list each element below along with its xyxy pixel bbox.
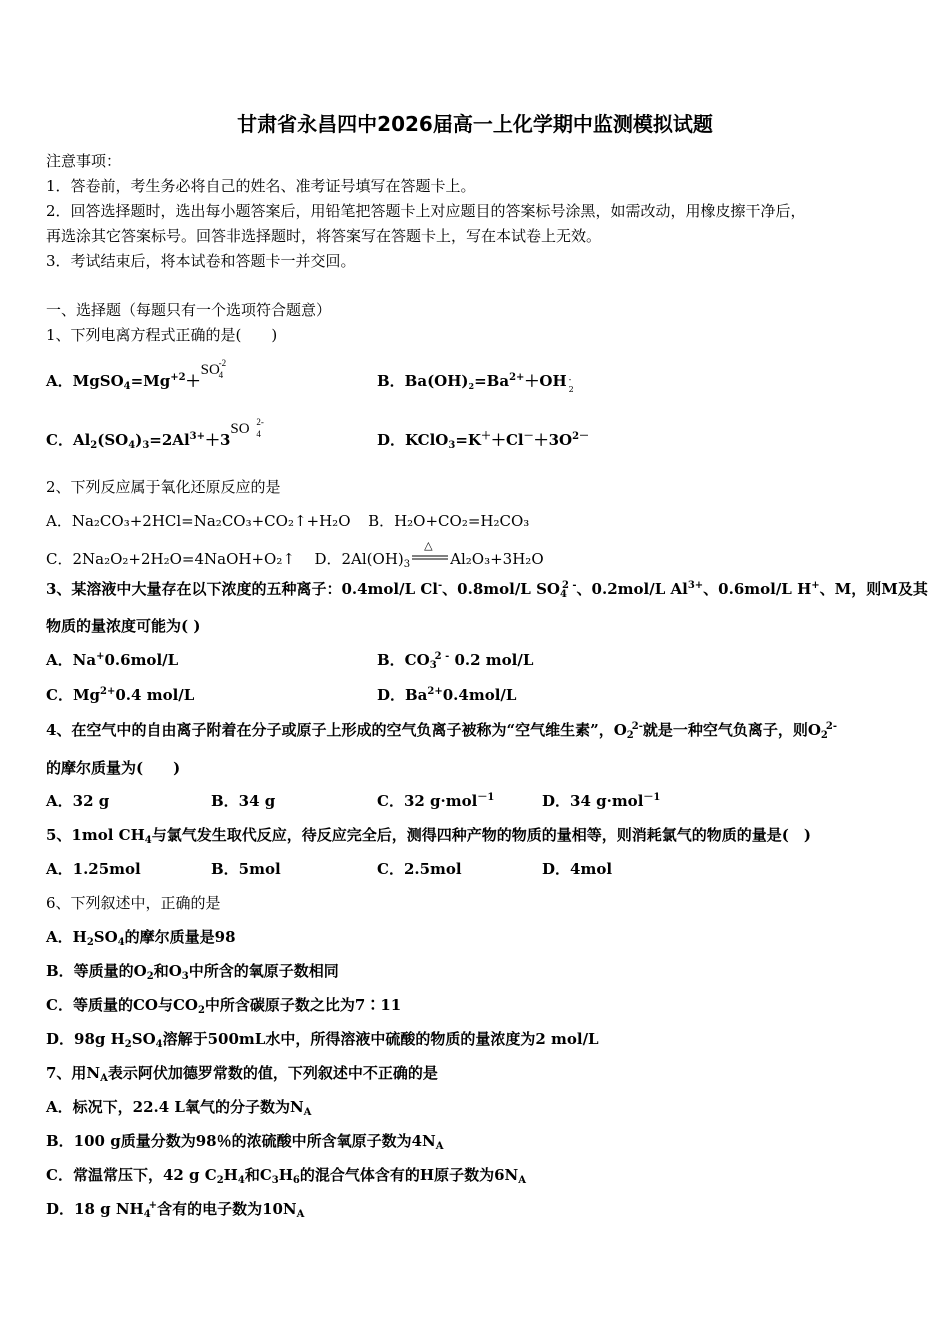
q3-b-text: B．CO [377,651,430,669]
q1-a-sulfate-ion [200,358,241,390]
q6-option-d [46,1030,599,1050]
q4-option-c [377,794,494,809]
q3-cl-charge: - [438,580,443,591]
q3-b-sub: 3 [429,660,437,671]
notice-item-3: 3．考试结束后，将本试卷和答题卡一并交回。 [46,252,356,270]
q7-c-h-2: H [278,1166,293,1184]
q5-ch4-sub: 4 [144,835,152,846]
q3-so4-sub: 4 [559,589,567,600]
q6-a-post: 的摩尔质量是98 [124,928,236,946]
q7-a-sub: A [303,1107,312,1118]
q1-d-cl-charge: － [523,431,534,442]
q1-c-sulfate-ion [230,417,270,449]
q3-stem-a: 3、某溶液中大量存在以下浓度的五种离子：0.4mol/L Cl [46,580,438,598]
q4-o2-sub-2: 2 [820,730,828,741]
q3-a-charge: + [96,651,105,662]
q1-b-sub: 2 [568,385,574,394]
q5-stem-b: 与氯气发生取代反应，待反应完全后，测得四种产物的物质的量相等，则消耗氯气的物质的量是( ) [151,826,811,844]
q6-c-sub2: 2 [197,1005,205,1016]
q2-options-cd [46,539,544,570]
q3-al-charge: 3+ [687,580,704,591]
q1-c-sub3: 3 [142,440,150,451]
section-heading: 一、选择题（每题只有一个选项符合题意） [46,301,332,319]
q3-option-b [377,651,534,671]
q4-c-text: C．32 g·mol [377,792,478,810]
q2-d-sub: 3 [403,559,411,570]
question-2-stem: 2、下列反应属于氧化还原反应的是 [46,478,281,496]
q1-c-plus: ＋3 [204,431,231,449]
q6-d-mid: SO [131,1030,156,1048]
q3-b-value: 0.2 mol/L [454,651,534,669]
q7-option-b [46,1132,444,1152]
q3-d-value: 0.4mol/L [442,686,517,704]
q4-option-d [542,794,660,809]
q1-a-text: A．MgSO [46,372,124,390]
q7-c-sub-a: A [518,1175,526,1186]
q1-c-ion-text: SO [230,421,250,437]
q1-a-ion-text: SO [200,362,220,378]
question-5-stem [46,826,811,846]
q7-option-a [46,1098,312,1118]
q1-b-text: B．Ba(OH) [377,372,469,390]
q3-c-charge: 2+ [100,686,116,697]
q5-option-b: B．5mol [211,860,281,878]
exam-title: 甘肃省永昌四中2026届高一上化学期中监测模拟试题 [237,112,713,136]
notice-item-1: 1．答卷前，考生务必将自己的姓名、准考证号填写在答题卡上。 [46,177,476,195]
q3-stem-b: 、0.8mol/L SO [442,580,560,598]
q4-d-text: D．34 g·mol [542,792,644,810]
q3-so4-charge: 2 - [561,580,577,591]
q7-stem-b: 表示阿伏加德罗常数的值，下列叙述中不正确的是 [107,1064,438,1082]
q2-option-b: B．H₂O+CO₂=H₂CO₃ [368,512,530,530]
heat-triangle-icon: △ [424,539,433,552]
q7-c-text: C．常温常压下，42 g C [46,1166,217,1184]
q7-c-sub3: 3 [271,1175,279,1186]
q3-stem-c: 、0.2mol/L Al [576,580,688,598]
q1-a-mid: =Mg [130,372,171,390]
q3-h-charge: + [811,580,820,591]
q6-option-c [46,996,402,1016]
q1-d-eq: =K [455,431,481,449]
question-7-stem [46,1064,438,1084]
q6-d-sub4: 4 [155,1039,163,1050]
question-3-stem [46,580,928,600]
q1-a-ion-sub: 4 [218,370,224,380]
q6-a-sub2: 2 [86,937,94,948]
q2-option-d: D．2Al(OH) [314,550,404,568]
q7-stem-a: 7、用N [46,1064,101,1082]
q1-option-b: B．$Ba(OH)_2=Ba^{2+}+OH$ - 2 [377,372,574,394]
q1-option-c [46,417,270,451]
q6-a-mid: SO [93,928,118,946]
q2-d-product: Al₂O₃+3H₂O [450,550,544,568]
q7-c-sub6: 6 [292,1175,300,1186]
q6-b-text: B．等质量的O [46,962,147,980]
q1-b-plus: ＋OH [524,372,567,390]
q7-b-sub: A [435,1141,444,1152]
q1-d-sub: 3 [448,440,456,451]
question-6-stem: 6、下列叙述中，正确的是 [46,894,221,912]
q1-c-text: C．Al [46,431,91,449]
q1-d-cl: ＋Cl [490,431,524,449]
q6-b-mid: 和O [153,962,182,980]
q1-a-plus: ＋ [185,372,201,390]
q3-c-text: C．Mg [46,686,101,704]
notice-item-2a: 2．回答选择题时，选出每小题答案后，用铅笔把答题卡上对应题目的答案标号涂黑，如需改动，用橡皮擦干净后， [46,202,806,220]
q1-c-sub4: 4 [128,440,136,451]
q2-option-c: C．2Na₂O₂+2H₂O=4NaOH+O₂↑ [46,550,295,568]
q7-c-h: H [223,1166,238,1184]
q6-a-text: A．H [46,928,87,946]
q7-b-text: B．100 g质量分数为98％的浓硫酸中所含氧原子数为4N [46,1132,436,1150]
q6-b-sub2: 2 [146,971,154,982]
q4-d-exp: －1 [643,792,661,803]
q6-c-text: C．等质量的CO与CO [46,996,198,1014]
q7-d-post: 含有的电子数为10N [157,1200,297,1218]
q1-d-o-charge: 2－ [572,431,590,442]
q3-stem-d: 、0.6mol/L H [703,580,812,598]
q5-option-c: C．2.5mol [377,860,462,878]
q1-c-charge: 3+ [189,431,205,442]
q7-d-text: D．18 g NH [46,1200,144,1218]
q7-d-charge: + [148,1200,158,1211]
q6-a-sub4: 4 [117,937,125,948]
q1-d-k-charge: ＋ [480,431,491,442]
q1-c-close: ) [135,431,143,449]
q4-o2-charge: 2- [631,721,643,732]
q1-option-a [46,358,241,392]
q7-a-text: A．标况下，22.4 L氧气的分子数为N [46,1098,304,1116]
q6-option-a [46,928,236,948]
q7-d-sub-a: A [296,1209,305,1220]
q5-option-d: D．4mol [542,860,613,878]
question-1-stem [46,328,277,343]
q1-b-charge: 2+ [509,372,525,383]
q7-c-post: 的混合气体含有的H原子数为6N [299,1166,519,1184]
q3-option-a [46,653,178,668]
q3-a-value: 0.6mol/L [104,651,179,669]
q5-stem-a: 5、1mol CH [46,826,145,844]
q6-d-text: D．98g H [46,1030,125,1048]
q1-a-charge: +2 [170,372,186,383]
q6-option-b [46,962,339,982]
q3-c-value: 0.4 mol/L [115,686,195,704]
q1-c-mid: (SO [97,431,129,449]
q1-a-ion-charge: -2 [218,358,227,368]
notice-heading: 注意事项： [46,152,122,170]
q4-option-b: B．34 g [211,792,276,810]
question-3-stem-2: 物质的量浓度可能为( ) [46,617,201,635]
q1-a-sub: 4 [123,381,131,392]
q1-c-eq: =2Al [149,431,190,449]
q7-d-sub4: 4 [143,1209,151,1220]
q1-d-o: ＋3O [533,431,573,449]
q7-c-mid: 和C [244,1166,272,1184]
q3-stem-e: 、M，则M及其 [819,580,928,598]
question-4-stem-2: 的摩尔质量为( ) [46,759,181,777]
q3-d-text: D．Ba [377,686,428,704]
q2-option-a: A．Na₂CO₃+2HCl=Na₂CO₃+CO₂↑+H₂O [46,512,351,530]
q1-b-mid: =Ba [474,372,510,390]
q4-c-exp: －1 [477,792,495,803]
q6-d-sub2: 2 [124,1039,132,1050]
q7-c-sub4: 4 [237,1175,245,1186]
q6-d-post: 溶解于500mL水中，所得溶液中硫酸的物质的量浓度为2 mol/L [162,1030,599,1048]
question-4-stem [46,721,837,741]
question-1-stem-text: 1、下列电离方程式正确的是( ) [46,326,278,344]
q7-option-c [46,1166,526,1186]
q6-c-post: 中所含碳原子数之比为7∶11 [204,996,402,1014]
q1-c-sub2: 2 [90,440,98,451]
q2-options-ab [46,514,529,529]
q3-a-text: A．Na [46,651,97,669]
q4-stem-a: 4、在空气中的自由离子附着在分子或原子上形成的空气负离子被称为“空气维生素”，O [46,721,627,739]
q1-d-text: D．KClO [377,431,449,449]
q5-option-a: A．1.25mol [46,860,141,878]
q4-option-a: A．32 g [46,792,110,810]
q7-na-sub: A [100,1073,108,1084]
q6-b-post: 中所含的氧原子数相同 [188,962,339,980]
q4-o2-sub: 2 [626,730,634,741]
q1-c-ion-sub: 4 [256,429,261,439]
q7-option-d [46,1200,305,1220]
q4-stem-b: 就是一种空气负离子，则O [642,721,821,739]
q4-o2-charge-2: 2- [825,721,837,732]
notice-item-2b: 再选涂其它答案标号。回答非选择题时，将答案写在答题卡上，写在本试卷上无效。 [46,227,602,245]
q3-b-charge: 2 - [434,651,450,662]
q7-c-sub2: 2 [216,1175,224,1186]
q3-d-charge: 2+ [427,686,443,697]
heat-condition-arrow [410,539,450,566]
q1-c-ion-charge: 2- [256,417,264,427]
q1-option-d [377,431,590,451]
q3-option-c [46,688,194,703]
q6-b-sub3: 3 [181,971,189,982]
q1-b-minus: - [568,375,572,384]
q3-option-d [377,688,516,703]
